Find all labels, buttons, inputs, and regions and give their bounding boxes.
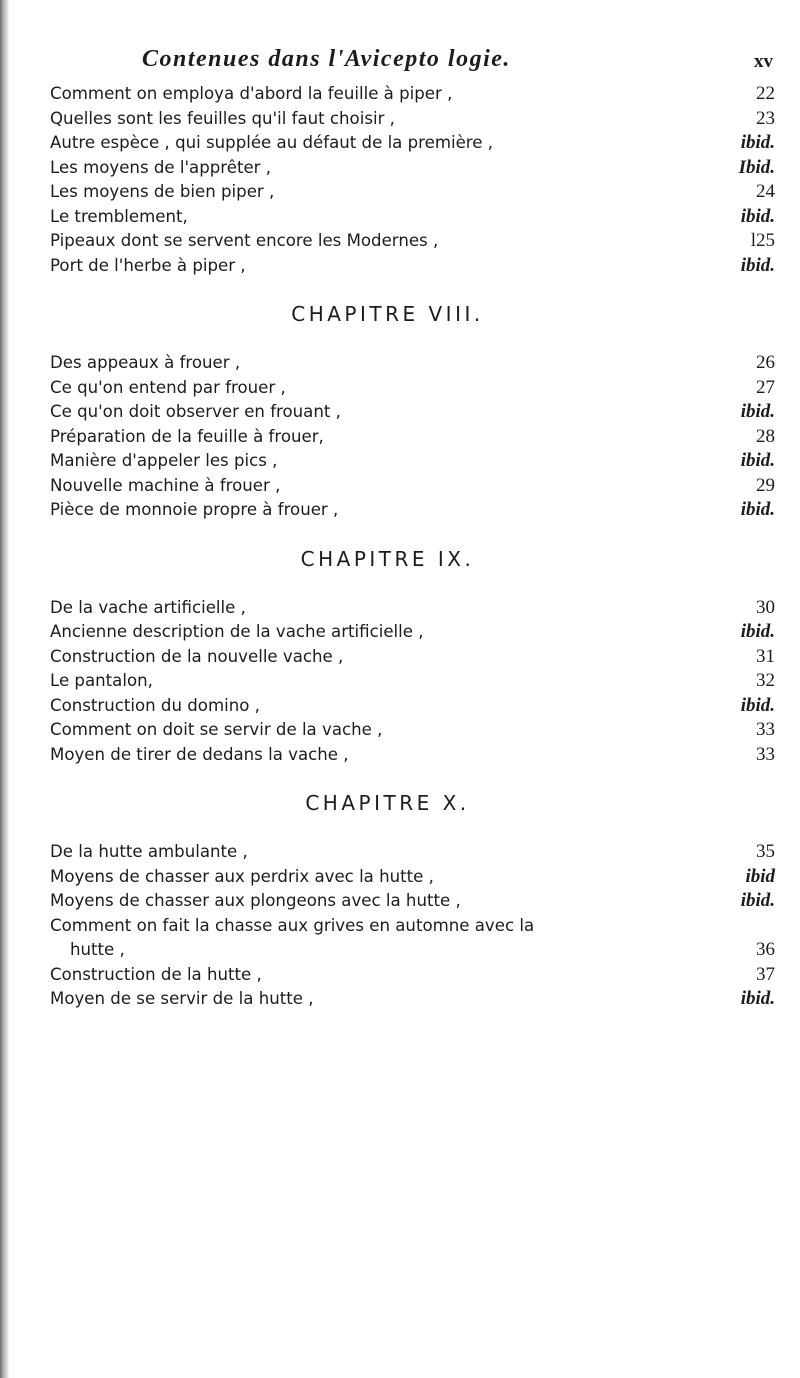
toc-list — [50, 82, 785, 1012]
toc-entry-page: ibid. — [740, 621, 775, 642]
toc-entry-page: 37 — [756, 963, 775, 985]
chapter-heading: CHAPITRE VIII. — [291, 302, 484, 326]
toc-entry-text: Comment on fait la chasse aux grives en automne avec la — [50, 915, 535, 935]
toc-entry — [50, 400, 785, 425]
toc-entry-page: 33 — [756, 719, 775, 740]
toc-entry — [50, 107, 785, 132]
toc-entry-text: Port de l'herbe à piper , — [50, 255, 246, 275]
toc-entry-page: 36 — [756, 939, 775, 960]
toc-entry — [50, 987, 785, 1012]
running-title: Contenues dans l'Avicepto logie. — [142, 46, 511, 72]
chapter-heading: CHAPITRE X. — [305, 791, 470, 815]
toc-entry-page: 26 — [756, 352, 775, 373]
toc-entry — [50, 351, 785, 376]
toc-entry-text: Construction de la hutte , — [50, 964, 262, 984]
toc-entry — [50, 865, 785, 890]
toc-entry-page: ibid — [745, 865, 775, 887]
table-of-contents-page — [50, 46, 785, 1012]
toc-entry-page: ibid. — [740, 132, 775, 153]
toc-entry-page: Ibid. — [738, 156, 775, 178]
toc-entry — [50, 474, 785, 499]
toc-entry-text: Comment on doit se servir de la vache , — [50, 720, 383, 739]
toc-entry-page: 31 — [756, 645, 775, 667]
toc-entry-text: Manière d'appeler les pics , — [50, 451, 278, 470]
toc-entry — [50, 620, 785, 645]
toc-entry — [50, 840, 785, 865]
toc-entry-page: 23 — [756, 107, 775, 129]
toc-entry-page: 22 — [756, 83, 775, 104]
toc-entry-text: Des appeaux à frouer , — [50, 353, 241, 372]
toc-entry — [50, 669, 785, 694]
toc-entry-text: Comment on employa d'abord la feuille à piper , — [50, 84, 453, 103]
toc-entry — [50, 229, 785, 254]
running-header — [50, 46, 785, 82]
toc-entry — [50, 596, 785, 621]
toc-entry-page: 32 — [756, 670, 775, 691]
toc-entry-page: ibid. — [740, 205, 775, 227]
toc-entry-text: Moyen de tirer de dedans la vache , — [50, 744, 349, 764]
toc-entry-page: 35 — [756, 841, 775, 862]
toc-entry — [50, 743, 785, 768]
toc-entry — [50, 718, 785, 743]
toc-entry-page: 29 — [756, 474, 775, 496]
toc-entry-page: ibid. — [740, 254, 775, 276]
toc-entry — [50, 425, 785, 450]
toc-entry-page: ibid. — [740, 499, 775, 520]
toc-entry-text: Pipeaux dont se servent encore les Modernes , — [50, 231, 439, 250]
toc-entry — [50, 205, 785, 230]
toc-entry-text: Les moyens de bien piper , — [50, 182, 275, 201]
toc-entry-text: Ce qu'on entend par frouer , — [50, 377, 286, 397]
toc-entry-page: ibid. — [740, 890, 775, 911]
toc-entry — [50, 938, 785, 963]
toc-entry-page: 27 — [756, 376, 775, 398]
toc-entry — [50, 914, 785, 939]
toc-entry-page: l25 — [750, 230, 775, 251]
toc-entry — [50, 498, 785, 523]
toc-entry-page: 28 — [756, 425, 775, 447]
toc-entry — [50, 376, 785, 401]
chapter-heading: CHAPITRE IX. — [300, 546, 475, 571]
toc-entry-text: De la hutte ambulante , — [50, 842, 248, 861]
toc-entry-text: Nouvelle machine à frouer , — [50, 475, 281, 495]
toc-entry-text: Moyens de chasser aux perdrix avec la hutte , — [50, 866, 434, 886]
toc-entry — [50, 180, 785, 205]
toc-entry — [50, 645, 785, 670]
toc-entry-page: 33 — [756, 743, 775, 765]
toc-entry-text: Les moyens de l'apprêter , — [50, 157, 272, 177]
toc-entry-text: Moyens de chasser aux plongeons avec la hutte , — [50, 891, 461, 910]
toc-entry-text: Pièce de monnoie propre à frouer , — [50, 500, 339, 519]
toc-entry — [50, 156, 785, 181]
toc-entry — [50, 82, 785, 107]
toc-entry — [50, 963, 785, 988]
toc-entry — [50, 131, 785, 156]
toc-entry-page: 24 — [756, 181, 775, 202]
toc-entry-text: Construction du domino , — [50, 695, 260, 715]
toc-entry-page: 30 — [756, 596, 775, 618]
toc-entry-text: Ancienne description de la vache artificielle , — [50, 622, 424, 641]
toc-entry-page: ibid. — [740, 450, 775, 471]
toc-entry — [50, 889, 785, 914]
toc-entry-text: Ce qu'on doit observer en frouant , — [50, 402, 341, 421]
toc-entry — [50, 449, 785, 474]
toc-entry-text: Moyen de se servir de la hutte , — [50, 989, 314, 1008]
page-number: xv — [754, 51, 773, 72]
toc-entry-text: Autre espèce , qui supplée au défaut de la première , — [50, 133, 494, 152]
toc-entry — [50, 254, 785, 279]
toc-entry-text: Quelles sont les feuilles qu'il faut choisir , — [50, 108, 395, 128]
toc-entry-page: ibid. — [740, 401, 775, 422]
toc-entry-page: ibid. — [740, 988, 775, 1009]
toc-entry-page: ibid. — [740, 694, 775, 716]
toc-entry — [50, 694, 785, 719]
toc-entry-text: Construction de la nouvelle vache , — [50, 646, 344, 666]
toc-entry-text: Le pantalon, — [50, 671, 153, 690]
toc-entry-text: De la vache artificielle , — [50, 597, 246, 617]
toc-entry-text: Préparation de la feuille à frouer, — [50, 426, 324, 446]
page-edge-shadow — [0, 0, 9, 1378]
toc-entry-text: hutte , — [70, 940, 125, 959]
toc-entry-text: Le tremblement, — [50, 206, 188, 226]
